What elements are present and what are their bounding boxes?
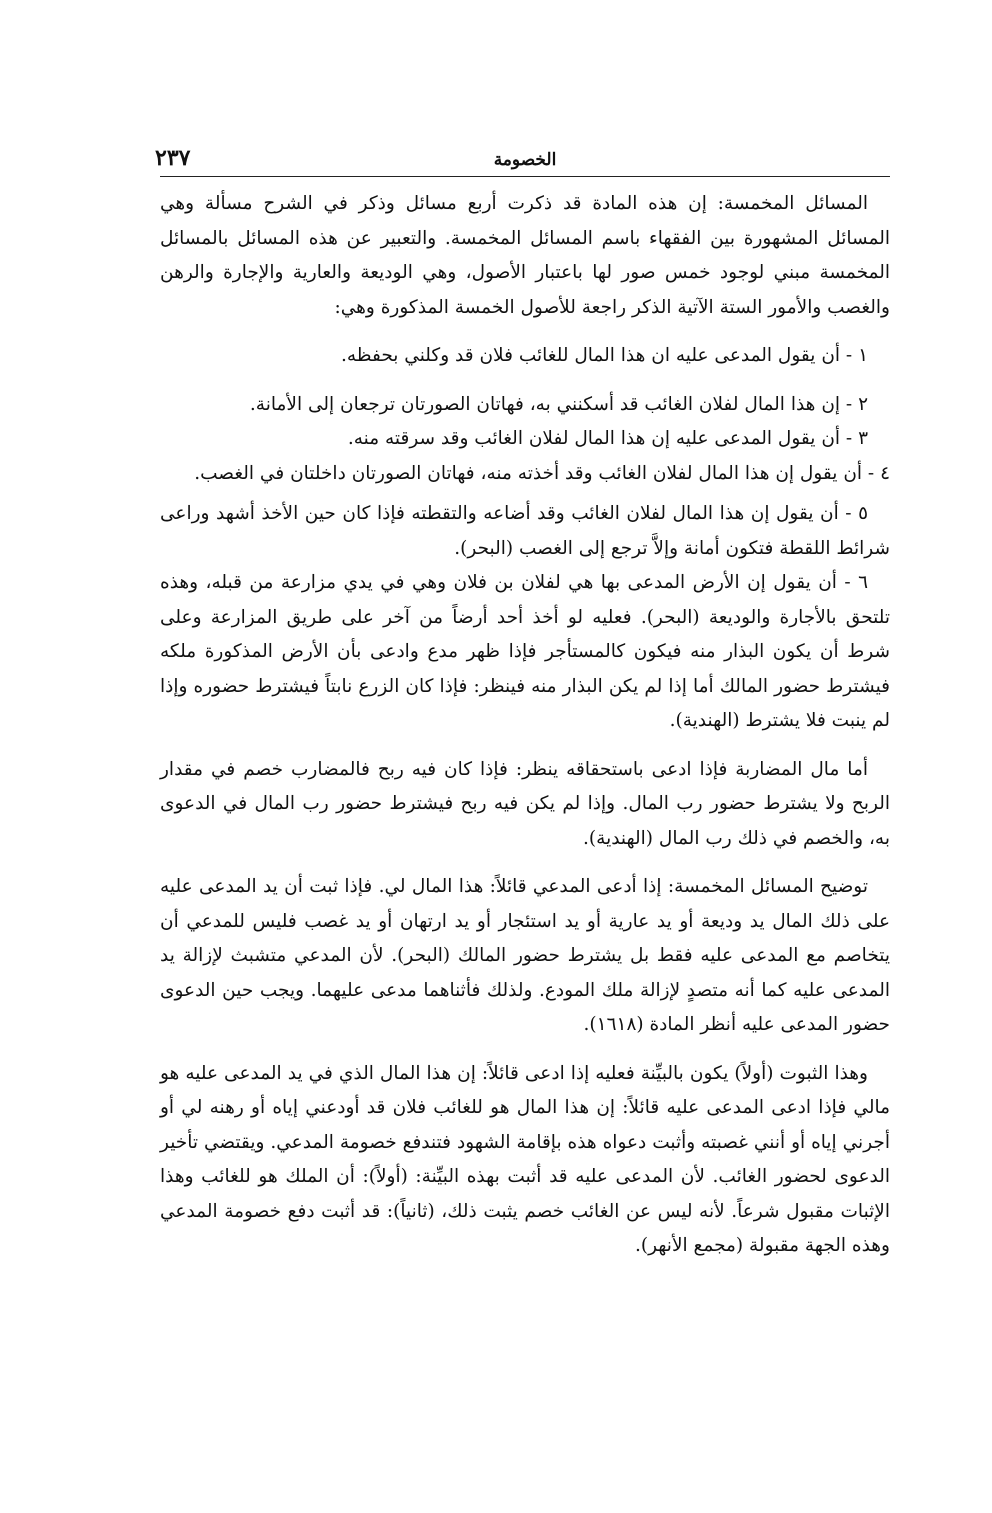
book-page (155, 140, 890, 1264)
paragraph-intro: المسائل المخمسة: إن هذه المادة قد ذكرت أربع مسائل وذكر في الشرح مسألة وهي المسائل المشهورة بين الفقهاء باسم المسائل المخمسة. والتعبير عن هذه المسائل بالمسائل المخمسة مبني لوجود خمس صور لها باعتبار الأصول، وهي الوديعة والعارية والإجارة والرهن والغصب والأمور الستة الآتية الذكر راجعة للأصول الخمسة المذكورة وهي: (160, 193, 890, 318)
list-item-3: ٣ - أن يقول المدعى عليه إن هذا المال لفلان الغائب وقد سرقته منه. (347, 428, 868, 449)
running-title: الخصومة (493, 150, 557, 170)
list-item-5: ٥ - أن يقول إن هذا المال لفلان الغائب وقد أضاعه والتقطته فإذا كان حين الأخذ أشهد وراعى شرائط اللقطة فتكون أمانة وإلاَّ ترجع إلى الغصب (البحر). (160, 503, 890, 559)
list-item-2: ٢ - إن هذا المال لفلان الغائب قد أسكنني به، فهاتان الصورتان ترجعان إلى الأمانة. (249, 393, 868, 415)
paragraph-explanation: توضيح المسائل المخمسة: إذا أدعى المدعي قائلاً: هذا المال لي. فإذا ثبت أن يد المدعى عليه على ذلك المال يد وديعة أو يد عارية أو يد استئجار أو يد ارتهان أو يد غصب فليس للمدعي أن يتخاصم مع المدعى عليه فقط بل يشترط حضور المالك (البحر). لأن المدعي متشبث لإزالة يد المدعى عليه كما أنه متصدٍ لإزالة ملك المودع. ولذلك فأثناهما مدعى عليهما. ويجب حين الدعوى حضور المدعى عليه أنظر المادة (١٦١٨). (160, 876, 890, 1035)
page-number: ٢٣٧ (155, 145, 191, 171)
paragraph-proof: وهذا الثبوت (أولاً) يكون بالبيِّنة فعليه إذا ادعى قائلاً: إن هذا المال الذي في يد المدعى عليه هو مالي فإذا ادعى المدعى عليه قائلاً: إن هذا المال هو للغائب فلان قد أودعني إياه أو رهنه لي أو أجرني إياه أو أنني غصبته وأثبت دعواه هذه بإقامة الشهود فتندفع خصومة المدعي. ويقتضي تأخير الدعوى لحضور الغائب. لأن المدعى عليه قد أثبت بهذه البيِّنة: (أولاً): أن الملك هو للغائب وهذا الإثبات مقبول شرعاً. لأنه ليس عن الغائب خصم يثبت ذلك، (ثانياً): قد أثبت دفع خصومة المدعي وهذه الجهة مقبولة (مجمع الأنهر). (160, 1062, 890, 1256)
page-header (155, 140, 890, 177)
list-item-1: ١ - أن يقول المدعى عليه ان هذا المال للغائب فلان قد وكلني بحفظه. (340, 345, 868, 366)
list-item-4: ٤ - أن يقول إن هذا المال لفلان الغائب وقد أخذته منه، فهاتان الصورتان داخلتان في الغصب. (194, 462, 890, 484)
list-item-6: ٦ - أن يقول إن الأرض المدعى بها هي لفلان بن فلان وهي في يدي مزارعة من قبله، وهذه تلتحق بالأجارة والوديعة (البحر). فعليه لو أخذ أحد أرضاً من آخر على طريق المزارعة وعلى شرط أن يكون البذار منه فيكون كالمستأجر فإذا ظهر مدع وادعى بأن الأرض المذكورة ملكه فيشترط حضور المالك أما إذا لم يكن البذار منه فينظر: فإذا كان الزرع نابتاً فيشترط حضوره وإذا لم ينبت فلا يشترط (الهندية). (160, 572, 890, 731)
page-body (160, 187, 890, 1264)
paragraph-mudaraba: أما مال المضاربة فإذا ادعى باستحقاقه ينظر: فإذا كان فيه ربح فالمضارب خصم في مقدار الربح ولا يشترط حضور رب المال. وإذا لم يكن فيه ربح فيشترط حضور رب المال في الدعوى به، والخصم في ذلك رب المال (الهندية). (160, 758, 890, 849)
